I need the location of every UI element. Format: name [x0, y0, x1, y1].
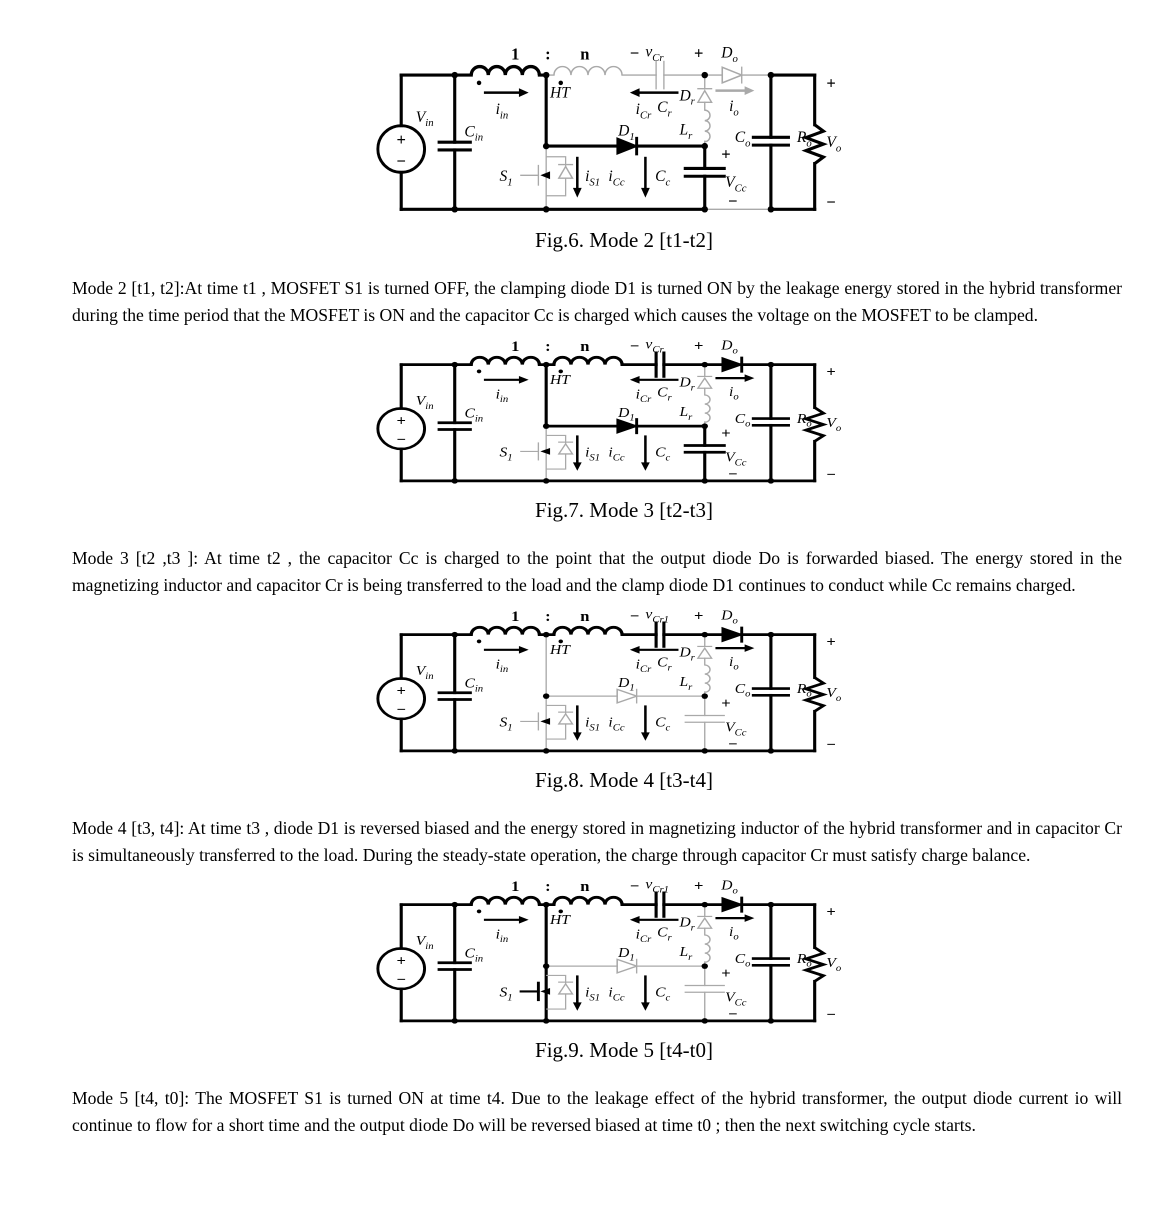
svg-text:−: − — [826, 192, 836, 212]
input-source — [378, 635, 434, 751]
figure-mode-5 — [373, 876, 875, 1063]
svg-text:Cin: $C_{in}$ — [464, 123, 484, 144]
svg-text:iCr: $i_{Cr}$ — [635, 657, 652, 675]
figure-caption-mode-2: Fig.6. Mode 2 [t1-t2] — [535, 228, 713, 252]
svg-text:Do: $D_o$ — [721, 338, 738, 357]
circuit-svg — [373, 336, 875, 491]
svg-text:+: + — [721, 425, 731, 442]
svg-text:Dr: $D_r$ — [679, 915, 695, 934]
svg-text:Lr: $L_r$ — [679, 121, 693, 142]
svg-text:iCc: $i_{Cc}$ — [608, 715, 625, 734]
paragraph-mode-3: Mode 3 [t2 ,t3 ]: At time t2 , the capacitor Cc is charged to the point that the output diode Do is forwarded biased. The energy stored in the magnetizing inductor and capacitor Cr is being transferred to the load and the clamp diode D1 continues to conduct while Cc remains charged. — [72, 548, 1122, 595]
svg-text:vCr1: $v_{Cr1}$ — [645, 607, 669, 626]
svg-text::: : — [545, 339, 551, 355]
circuit-svg — [373, 876, 875, 1031]
svg-text::: : — [545, 44, 551, 64]
svg-text:1: 1 — [511, 44, 520, 64]
svg-text:Cc: $C_c$ — [655, 715, 671, 734]
svg-text:1: 1 — [511, 609, 520, 625]
figure-mode-4 — [373, 606, 875, 793]
svg-text::: : — [545, 879, 551, 895]
svg-text:D1: $D_1$ — [618, 945, 635, 964]
svg-text:io: $i_o$ — [729, 654, 739, 673]
svg-text:+: + — [694, 878, 704, 895]
svg-text:−: − — [396, 971, 406, 988]
input-capacitor — [439, 635, 483, 751]
svg-text:Vin: $V_{in}$ — [415, 663, 434, 682]
svg-text:Lr: $L_r$ — [679, 674, 693, 693]
svg-text:VCc: $V_{Cc}$ — [725, 173, 747, 195]
input-source — [378, 905, 434, 1021]
svg-text:Ro: $R_o$ — [796, 411, 812, 430]
svg-text:−: − — [629, 608, 640, 625]
svg-text:Cin: $C_{in}$ — [464, 406, 484, 425]
svg-text:iCc: $i_{Cc}$ — [608, 985, 625, 1004]
svg-text:iin: $i_{in}$ — [495, 100, 509, 122]
circuit-diagram-mode-3 — [373, 336, 875, 496]
svg-text:D1: $D_1$ — [618, 675, 635, 694]
svg-text:vCr1: $v_{Cr1}$ — [645, 877, 669, 896]
svg-text:D1: $D_1$ — [618, 405, 635, 424]
svg-text:−: − — [728, 1006, 738, 1023]
svg-text:+: + — [721, 965, 731, 982]
figure-caption-mode-4: Fig.8. Mode 4 [t3-t4] — [535, 768, 713, 792]
svg-text:iCc: $i_{Cc}$ — [608, 445, 625, 464]
paragraph-mode-2: Mode 2 [t1, t2]:At time t1 , MOSFET S1 is turned OFF, the clamping diode D1 is turned ON by the leakage energy stored in the hybrid transformer during the time period that the MOSFET is ON and the capacitor Cc is charged which causes the voltage on the MOSFET to be clamped. — [72, 278, 1122, 325]
svg-text:Dr: $D_r$ — [679, 87, 695, 108]
svg-text:+: + — [721, 144, 731, 164]
svg-text:−: − — [826, 737, 836, 753]
svg-text:iCr: $i_{Cr}$ — [635, 927, 652, 945]
svg-text:Co: $C_o$ — [734, 411, 751, 430]
svg-text:−: − — [728, 736, 738, 753]
mosfet-s1 — [499, 426, 600, 481]
svg-text:HT: HT — [550, 372, 570, 388]
svg-text:n: n — [580, 879, 590, 895]
circuit-svg — [373, 42, 875, 221]
input-source — [378, 365, 434, 481]
svg-text:io: $i_o$ — [729, 924, 739, 943]
svg-text:−: − — [826, 467, 836, 483]
svg-text:iCc: $i_{Cc}$ — [608, 168, 625, 189]
svg-text:iin: $i_{in}$ — [495, 927, 509, 945]
svg-text:iin: $i_{in}$ — [495, 387, 509, 405]
svg-text:S1: $S_1$ — [499, 445, 513, 464]
input-source — [378, 75, 434, 209]
svg-text:−: − — [396, 151, 406, 171]
svg-text:Vo: $V_o$ — [826, 415, 842, 434]
svg-text:1: 1 — [511, 879, 520, 895]
paragraph-mode-5: Mode 5 [t4, t0]: The MOSFET S1 is turned ON at time t4. Due to the leakage effect of the hybrid transformer, the output diode current io will continue to flow for a short time and the output diode Do will be reversed biased at time t0 ; then the next switching cycle starts. — [72, 1088, 1122, 1135]
svg-text:Vin: $V_{in}$ — [415, 393, 434, 412]
svg-text:−: − — [728, 191, 738, 211]
figure-caption-mode-3: Fig.7. Mode 3 [t2-t3] — [535, 498, 713, 522]
svg-text:VCc: $V_{Cc}$ — [725, 990, 747, 1009]
svg-text:iin: $i_{in}$ — [495, 657, 509, 675]
svg-text:iCr: $i_{Cr}$ — [635, 100, 652, 122]
svg-text:io: $i_o$ — [729, 98, 739, 119]
svg-text:+: + — [826, 634, 836, 651]
svg-text:Vo: $V_o$ — [826, 134, 842, 155]
svg-text:io: $i_o$ — [729, 384, 739, 403]
svg-text:Cin: $C_{in}$ — [464, 676, 484, 695]
resonant-branch — [630, 878, 712, 967]
svg-text:+: + — [721, 695, 731, 712]
figure-mode-3 — [373, 336, 875, 523]
figure-mode-2 — [373, 42, 875, 253]
svg-text:Vo: $V_o$ — [826, 955, 842, 974]
svg-text:n: n — [580, 339, 590, 355]
svg-text:+: + — [396, 683, 406, 699]
svg-text:Ro: $R_o$ — [796, 681, 812, 700]
resonant-branch — [630, 44, 712, 147]
svg-text:iCr: $i_{Cr}$ — [635, 387, 652, 405]
mosfet-s1 — [499, 146, 600, 209]
svg-text:HT: HT — [550, 912, 570, 928]
svg-text:Dr: $D_r$ — [679, 645, 695, 664]
svg-text:Cr: $C_r$ — [657, 655, 672, 674]
svg-text:+: + — [694, 338, 704, 355]
svg-text:S1: $S_1$ — [499, 168, 513, 189]
svg-text:Vin: $V_{in}$ — [415, 933, 434, 952]
svg-text:−: − — [629, 43, 640, 63]
svg-text:Lr: $L_r$ — [679, 404, 693, 423]
svg-text:Do: $D_o$ — [721, 608, 738, 627]
svg-text:1: 1 — [511, 339, 520, 355]
svg-text::: : — [545, 609, 551, 625]
svg-text:−: − — [396, 431, 406, 448]
svg-text:Cin: $C_{in}$ — [464, 946, 484, 965]
svg-text:HT: HT — [550, 84, 570, 102]
svg-text:Vin: $V_{in}$ — [415, 108, 434, 130]
svg-text:vCr: $v_{Cr}$ — [645, 337, 664, 356]
svg-text:−: − — [629, 878, 640, 895]
input-capacitor — [439, 905, 483, 1021]
svg-text:Cc: $C_c$ — [655, 985, 671, 1004]
svg-text:+: + — [396, 130, 406, 150]
svg-text:+: + — [396, 413, 406, 429]
svg-text:Lr: $L_r$ — [679, 944, 693, 963]
mosfet-s1 — [499, 696, 600, 751]
svg-text:Co: $C_o$ — [734, 129, 751, 150]
resonant-branch — [630, 338, 712, 427]
svg-text:Do: $D_o$ — [721, 878, 738, 897]
svg-text:Vo: $V_o$ — [826, 685, 842, 704]
input-capacitor — [439, 75, 483, 209]
circuit-diagram-mode-2 — [373, 42, 875, 226]
svg-text:Cr: $C_r$ — [657, 925, 672, 944]
svg-text:S1: $S_1$ — [499, 985, 513, 1004]
svg-text:+: + — [396, 953, 406, 969]
svg-text:−: − — [629, 338, 640, 355]
svg-text:iS1: $i_{S1}$ — [585, 985, 601, 1004]
svg-text:VCc: $V_{Cc}$ — [725, 450, 747, 469]
svg-text:−: − — [826, 1007, 836, 1023]
paragraph-mode-4: Mode 4 [t3, t4]: At time t3 , diode D1 is reversed biased and the energy stored in magnetizing inductor of the hybrid transformer and in capacitor Cr is simultaneously transferred to the load. During the steady-state operation, the charge through capacitor Cr must satisfy charge balance. — [72, 818, 1122, 865]
svg-text:Cr: $C_r$ — [657, 385, 672, 404]
svg-text:+: + — [694, 43, 704, 63]
svg-text:+: + — [826, 73, 836, 93]
circuit-svg — [373, 606, 875, 761]
mosfet-s1 — [499, 966, 600, 1021]
resonant-branch — [630, 608, 712, 697]
svg-text:−: − — [396, 701, 406, 718]
svg-text:Cr: $C_r$ — [657, 99, 672, 120]
svg-text:iS1: $i_{S1}$ — [585, 715, 601, 734]
input-capacitor — [439, 365, 483, 481]
svg-text:+: + — [826, 904, 836, 921]
svg-text:Cc: $C_c$ — [655, 168, 671, 189]
svg-text:iS1: $i_{S1}$ — [585, 168, 601, 189]
svg-text:iS1: $i_{S1}$ — [585, 445, 601, 464]
svg-text:Do: $D_o$ — [721, 44, 738, 65]
circuit-diagram-mode-4 — [373, 606, 875, 766]
svg-text:S1: $S_1$ — [499, 715, 513, 734]
svg-text:vCr: $v_{Cr}$ — [645, 43, 664, 64]
svg-text:n: n — [580, 44, 590, 64]
circuit-diagram-mode-5 — [373, 876, 875, 1036]
svg-text:+: + — [694, 608, 704, 625]
svg-text:Ro: $R_o$ — [796, 129, 812, 150]
svg-text:Dr: $D_r$ — [679, 375, 695, 394]
svg-text:n: n — [580, 609, 590, 625]
svg-text:Ro: $R_o$ — [796, 951, 812, 970]
svg-text:+: + — [826, 364, 836, 381]
svg-text:D1: $D_1$ — [618, 122, 635, 143]
svg-text:VCc: $V_{Cc}$ — [725, 720, 747, 739]
svg-text:−: − — [728, 466, 738, 483]
svg-text:Co: $C_o$ — [734, 681, 751, 700]
svg-text:Co: $C_o$ — [734, 951, 751, 970]
svg-text:HT: HT — [550, 642, 570, 658]
svg-text:Cc: $C_c$ — [655, 445, 671, 464]
figure-caption-mode-5: Fig.9. Mode 5 [t4-t0] — [535, 1038, 713, 1062]
